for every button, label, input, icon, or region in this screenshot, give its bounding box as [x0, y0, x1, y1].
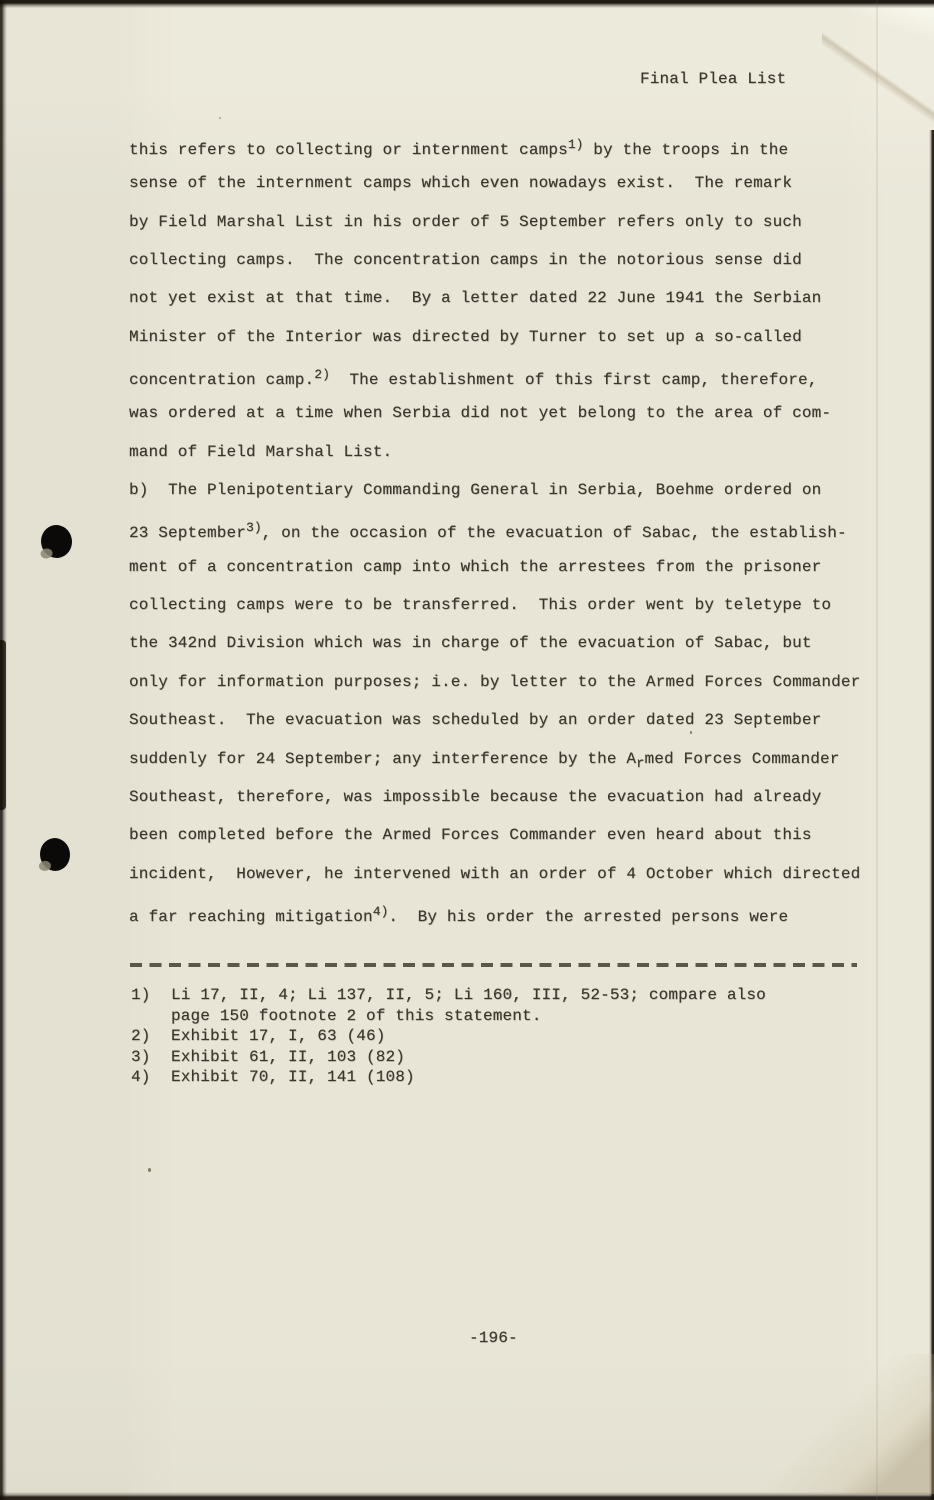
body-line: b) The Plenipotentiary Commanding General in Serbia, Boehme ordered on [129, 481, 822, 500]
body-line: suddenly for 24 September; any interference by the $A_rmed$ Forces Commander [129, 749, 840, 772]
footnote-text [171, 1067, 415, 1088]
body-line: Southeast, therefore, was impossible because the evacuation had already [129, 787, 822, 806]
footnote-marker: 3) [131, 1047, 151, 1066]
body-line: ment of a concentration camp into which the arrestees from the prisoner [129, 557, 822, 576]
footnote-marker: 4) [131, 1068, 151, 1087]
body-line: incident, However, he intervened with an order of 4 October which directed [129, 864, 861, 883]
body-line: collecting camps were to be transferred. This order went by teletype to [129, 596, 832, 615]
body-line: a far reaching mitigation$^{4)}$. By his order the arrested persons were [129, 903, 789, 926]
hole-punch-tear [39, 860, 52, 871]
footnote-text [171, 985, 766, 1026]
footnote-item [131, 1026, 766, 1047]
footnote-line: Exhibit 70, II, 141 (108) [171, 1068, 415, 1087]
footnote-item [131, 1047, 766, 1068]
footnote-reference: 2) [314, 367, 330, 383]
body-line: sense of the internment camps which even nowadays exist. The remark [129, 174, 793, 193]
page-number: -196- [469, 1329, 518, 1347]
footnote-line: Li 17, II, 4; Li 137, II, 5; Li 160, III, 52-53; compare also [171, 986, 766, 1004]
footnote-line: Exhibit 61, II, 103 (82) [171, 1047, 406, 1066]
footnote-separator-rule [130, 963, 857, 967]
body-line: been completed before the Armed Forces Commander even heard about this [129, 826, 812, 845]
footnote-marker: 1) [131, 986, 151, 1004]
footnote-line: page 150 footnote 2 of this statement. [171, 1006, 542, 1025]
paper-speck [219, 117, 221, 119]
body-line: this refers to collecting or internment camps$^{1)}$ by the troops in the [129, 137, 789, 159]
body-line: the 342nd Division which was in charge of the evacuation of Sabac, but [129, 634, 812, 653]
footnote-list [131, 985, 766, 1088]
body-line: mand of Field Marshal List. [129, 442, 393, 461]
footnote-reference: 3) [246, 520, 262, 536]
footnote-reference: 1) [567, 137, 584, 152]
footnote-reference: 4) [372, 903, 389, 919]
paper-speck [690, 731, 692, 734]
body-line: by Field Marshal List in his order of 5 September refers only to such [129, 212, 802, 231]
body-line: 23 September$^{3)}$, on the occasion of the evacuation of Sabac, the establish- [129, 520, 847, 543]
body-line: not yet exist at that time. By a letter dated 22 June 1941 the Serbian [129, 289, 822, 308]
body-line: only for information purposes; i.e. by letter to the Armed Forces Commander [129, 672, 861, 691]
body-line: collecting camps. The concentration camps in the notorious sense did [129, 251, 802, 270]
footnote-line: Exhibit 17, I, 63 (46) [171, 1027, 386, 1046]
document-header: Final Plea List [640, 70, 787, 88]
footnote-text [171, 1047, 405, 1068]
footnote-item [131, 985, 766, 1026]
dropped-character: r [636, 755, 645, 772]
body-line: Southeast. The evacuation was scheduled by an order dated 23 September [129, 711, 822, 730]
body-line: was ordered at a time when Serbia did not yet belong to the area of com- [129, 404, 832, 423]
paper-speck [148, 1168, 151, 1172]
footnote-marker: 2) [131, 1027, 151, 1046]
body-line: Minister of the Interior was directed by Turner to set up a so-called [129, 327, 802, 346]
body-line: concentration camp.$^{2)}$ The establishment of this first camp, therefore, [129, 367, 818, 390]
document-body [129, 126, 860, 931]
footnote-item [131, 1067, 766, 1088]
footnote-text [171, 1026, 386, 1047]
